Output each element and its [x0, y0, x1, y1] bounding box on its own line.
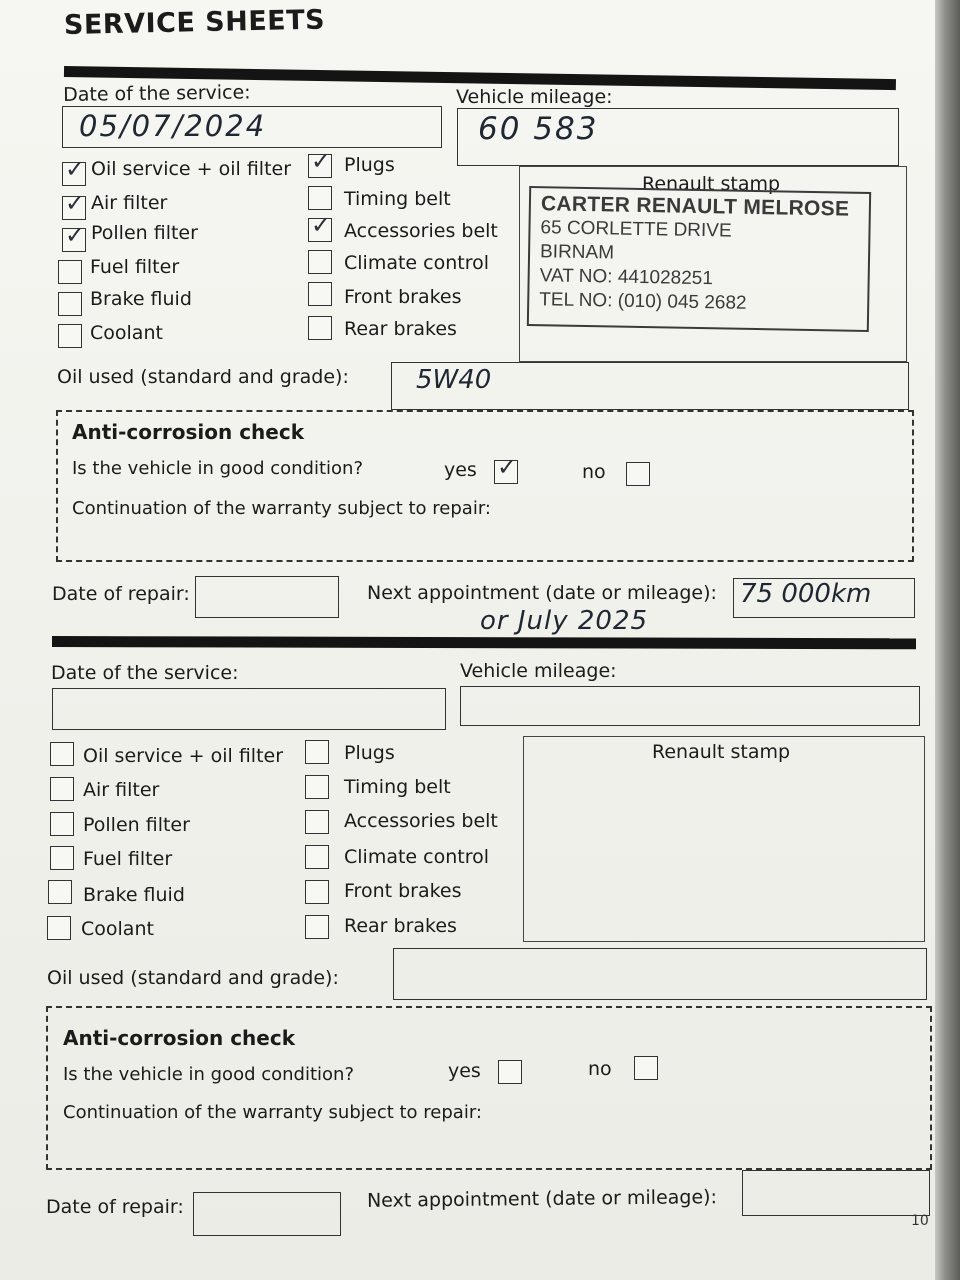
checklist-label: Accessories belt: [344, 220, 498, 242]
date-of-repair-label: Date of repair:: [46, 1196, 184, 1218]
check-mark-icon: ✓: [65, 221, 86, 249]
check-mark-icon: ✓: [311, 211, 332, 239]
oil-used-label: Oil used (standard and grade):: [57, 366, 349, 388]
checkbox-rear-brakes[interactable]: [308, 316, 332, 340]
checklist-label: Pollen filter: [91, 222, 198, 244]
renault-stamp-box: [523, 736, 925, 942]
yes-label: yes: [444, 459, 477, 481]
service-date-label: Date of the service:: [63, 81, 251, 106]
condition-no-checkbox[interactable]: [626, 462, 650, 486]
checklist-label: Coolant: [90, 322, 163, 344]
next-appointment-label: Next appointment (date or mileage):: [367, 582, 717, 604]
next-appointment-field[interactable]: [742, 1170, 930, 1216]
renault-stamp-label: Renault stamp: [642, 173, 781, 195]
vehicle-mileage-label: Vehicle mileage:: [456, 86, 613, 108]
no-label: no: [582, 461, 606, 483]
vehicle-mileage-field[interactable]: [460, 686, 920, 726]
check-mark-icon: ✓: [65, 155, 86, 183]
date-of-repair-field[interactable]: [195, 576, 339, 618]
checklist-label: Oil service + oil filter: [83, 745, 284, 767]
checkbox-coolant[interactable]: [58, 324, 82, 348]
checkbox-air-filter[interactable]: [50, 777, 74, 801]
no-label: no: [588, 1058, 612, 1080]
checkbox-climate-control[interactable]: [308, 250, 332, 274]
book-spine-edge: [935, 0, 960, 1280]
checklist-label: Front brakes: [344, 880, 462, 902]
service-date-value: 05/07/2024: [79, 109, 267, 143]
checklist-label: Fuel filter: [83, 848, 173, 870]
stamp-vat: VAT NO: 441028251: [539, 265, 714, 290]
renault-stamp-box: [519, 166, 907, 362]
checkbox-accessories-belt[interactable]: [308, 211, 332, 242]
anti-corrosion-title: Anti-corrosion check: [63, 1026, 296, 1050]
service-date-field[interactable]: [52, 688, 446, 730]
service-date-label: Date of the service:: [51, 662, 239, 684]
checklist-label: Air filter: [91, 192, 168, 214]
stamp-town: BIRNAM: [539, 241, 615, 264]
checklist-label: Coolant: [81, 918, 154, 940]
checkbox-oil-service[interactable]: [50, 742, 74, 766]
oil-used-value: 5W40: [416, 365, 492, 395]
checklist-label: Rear brakes: [344, 915, 457, 937]
oil-used-field[interactable]: [393, 948, 927, 1000]
checklist-label: Front brakes: [344, 286, 462, 308]
service-date-field[interactable]: [62, 106, 442, 148]
page-number: 10: [911, 1213, 929, 1229]
checklist-label: Rear brakes: [344, 318, 457, 340]
checklist-label: Timing belt: [344, 776, 451, 798]
stamp-address: 65 CORLETTE DRIVE: [540, 217, 732, 242]
checklist-label: Brake fluid: [83, 884, 185, 906]
condition-no-checkbox[interactable]: [634, 1056, 658, 1080]
oil-used-field[interactable]: [391, 362, 909, 410]
checkbox-brake-fluid[interactable]: [58, 292, 82, 316]
checkbox-pollen-filter[interactable]: [50, 812, 74, 836]
checklist-label: Climate control: [344, 252, 490, 274]
vehicle-mileage-label: Vehicle mileage:: [460, 660, 617, 682]
checklist-label: Accessories belt: [344, 810, 498, 832]
stamp-dealer-name: CARTER RENAULT MELROSE: [540, 192, 850, 221]
check-mark-icon: ✓: [497, 453, 518, 481]
checkbox-fuel-filter[interactable]: [58, 260, 82, 284]
warranty-label: Continuation of the warranty subject to repair:: [72, 498, 491, 519]
checkbox-brake-fluid[interactable]: [48, 880, 72, 904]
checkbox-air-filter[interactable]: [62, 189, 86, 220]
stamp-phone: TEL NO: (010) 045 2682: [539, 289, 747, 314]
checkbox-fuel-filter[interactable]: [50, 846, 74, 870]
checklist-label: Oil service + oil filter: [91, 158, 292, 180]
checkbox-climate-control[interactable]: [305, 845, 329, 869]
next-appointment-field[interactable]: [733, 578, 915, 618]
condition-yes-checkbox[interactable]: [498, 1060, 522, 1084]
checkbox-plugs[interactable]: [305, 740, 329, 764]
dealer-stamp: [527, 186, 871, 332]
checklist-label: Fuel filter: [90, 256, 180, 278]
next-appointment-value: 75 000km: [740, 579, 872, 609]
next-appointment-label: Next appointment (date or mileage):: [366, 1186, 718, 1212]
checklist-label: Plugs: [344, 154, 395, 176]
condition-question: Is the vehicle in good condition?: [72, 458, 364, 479]
page-title: SERVICE SHEETS: [63, 4, 326, 41]
yes-label: yes: [448, 1060, 481, 1082]
section-divider-2: [52, 636, 916, 649]
oil-used-label: Oil used (standard and grade):: [47, 967, 339, 989]
checkbox-front-brakes[interactable]: [308, 282, 332, 306]
anti-corrosion-section: [46, 1006, 932, 1170]
check-mark-icon: ✓: [65, 189, 86, 217]
checkbox-plugs[interactable]: [308, 147, 332, 178]
anti-corrosion-section: [56, 410, 914, 562]
checklist-label: Plugs: [344, 742, 395, 764]
warranty-label: Continuation of the warranty subject to repair:: [63, 1102, 482, 1123]
condition-yes-checkbox[interactable]: [494, 453, 518, 484]
checkbox-front-brakes[interactable]: [305, 880, 329, 904]
checkbox-timing-belt[interactable]: [305, 775, 329, 799]
checkbox-timing-belt[interactable]: [308, 186, 332, 210]
checkbox-coolant[interactable]: [47, 916, 71, 940]
checklist-label: Timing belt: [344, 188, 451, 210]
date-of-repair-label: Date of repair:: [52, 583, 190, 605]
date-of-repair-field[interactable]: [193, 1192, 341, 1236]
checklist-label: Air filter: [83, 779, 160, 801]
anti-corrosion-title: Anti-corrosion check: [72, 420, 305, 444]
checklist-label: Climate control: [344, 846, 490, 868]
vehicle-mileage-field[interactable]: [457, 108, 899, 166]
next-appointment-date-value: or July 2025: [480, 606, 649, 636]
renault-stamp-label: Renault stamp: [652, 741, 791, 763]
checkbox-rear-brakes[interactable]: [305, 915, 329, 939]
checkbox-pollen-filter[interactable]: [62, 221, 86, 252]
vehicle-mileage-value: 60 583: [478, 111, 599, 147]
checklist-label: Brake fluid: [90, 288, 192, 310]
checklist-label: Pollen filter: [83, 814, 190, 836]
condition-question: Is the vehicle in good condition?: [63, 1064, 355, 1085]
checkbox-accessories-belt[interactable]: [305, 810, 329, 834]
check-mark-icon: ✓: [311, 147, 332, 175]
checkbox-oil-service[interactable]: [62, 155, 86, 186]
